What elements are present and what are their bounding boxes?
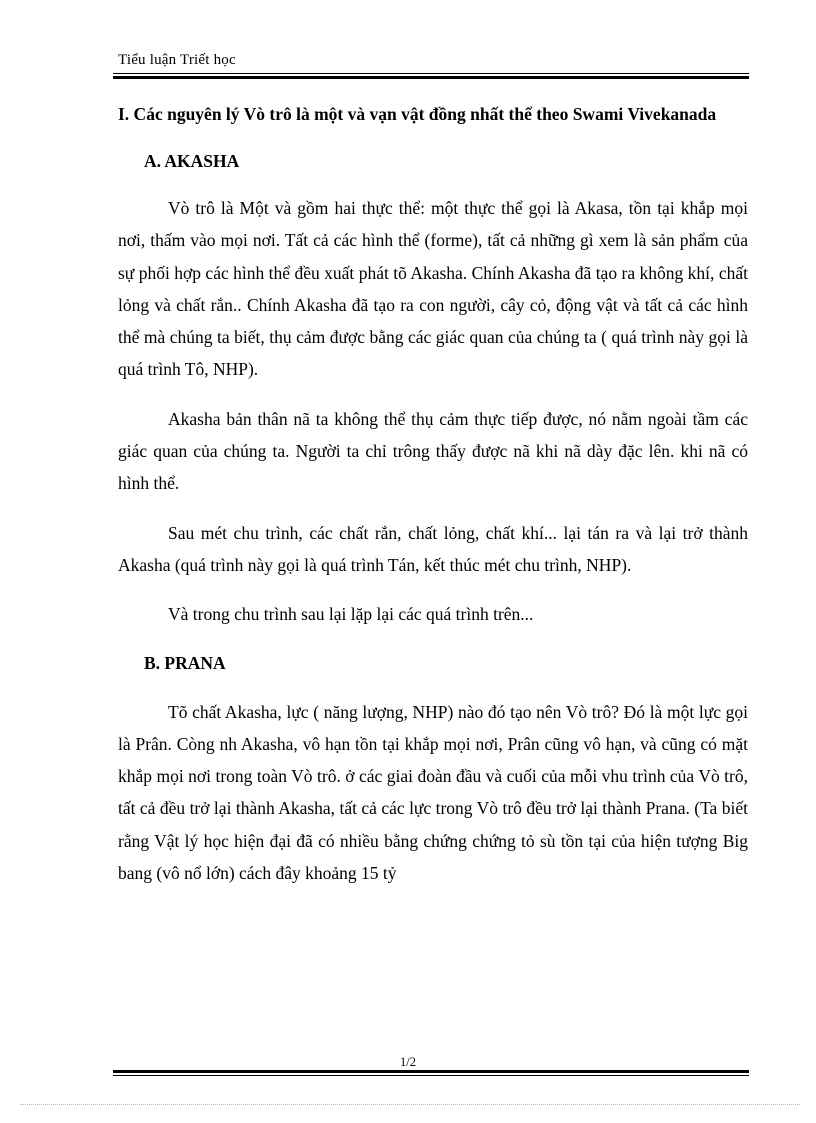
section-title: I. Các nguyên lý Vò trô là một và vạn vật đồng nhất thể theo Swami Vivekanada [118, 104, 717, 124]
subheading-akasha: A. AKASHA [144, 151, 240, 171]
header-title: Tiểu luận Triết học [118, 52, 236, 68]
paragraph: Và trong chu trình sau lại lặp lại các quá trình trên... [168, 604, 534, 625]
page-edge-divider [20, 1104, 800, 1105]
paragraph: Sau mét chu trình, các chất rắn, chất lỏng, chất khí... lại tán ra và lại trở thành Akasha (quá trình này gọi là quá trình Tán, kết thúc mét chu trình, NHP). [118, 522, 748, 575]
header-rule-thick [113, 76, 749, 79]
footer-rule-thick [113, 1070, 749, 1073]
paragraph: Vò trô là Một và gồm hai thực thể: một thực thể gọi là Akasa, tồn tại khắp mọi nơi, thấm vào mọi nơi. Tất cả các hình thể (forme), tất cả những gì xem là sản phẩm của sự phối hợp các hình thể đều xuất phát tõ Akasha. Chính Akasha đã tạo ra không khí, chất lỏng và chất rắn.. Chính Akasha đã tạo ra con người, cây cỏ, động vật và tất cả các hình thể mà chúng ta biết, thụ cảm được bằng các giác quan của chúng ta ( quá trình này gọi là quá trình Tô, NHP). [118, 198, 748, 380]
header-rule-thin [113, 73, 749, 74]
paragraph: Akasha bản thân nã ta không thể thụ cảm thực tiếp được, nó nằm ngoài tầm các giác quan của chúng ta. Người ta chỉ trông thấy được nã khi nã dày đặc lên. khi nã có hình thể. [118, 408, 748, 494]
subheading-prana: B. PRANA [144, 652, 226, 673]
paragraph: Tõ chất Akasha, lực ( năng lượng, NHP) nào đó tạo nên Vò trô? Đó là một lực gọi là Prân. Còng nh Akasha, vô hạn tồn tại khắp mọi nơi, Prân cũng vô hạn, và cũng có mặt khắp mọi nơi trong toàn Vò trô. ở các giai đoàn đầu và cuối của mỗi vhu trình của Vò trô, tất cả đều trở lại thành Akasha, tất cả các lực trong Vò trô đều trở lại thành Prana. (Ta biết rằng Vật lý học hiện đại đã có nhiều bằng chứng chứng tỏ sù tồn tại của hiện tượng Big bang (vô nổ lớn) cách đây khoảng 15 tỷ [118, 701, 748, 884]
footer-rule-thin [113, 1075, 749, 1076]
page-number: 1/2 [400, 1055, 416, 1069]
document-body [118, 96, 748, 889]
